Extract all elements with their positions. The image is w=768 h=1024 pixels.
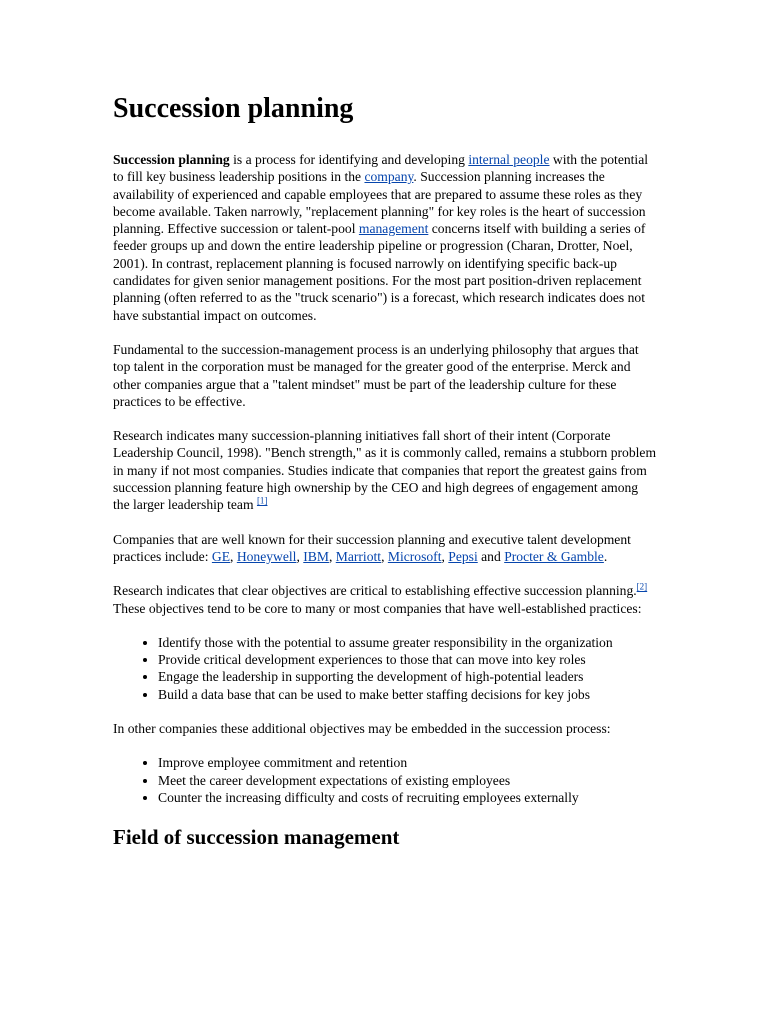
section-heading: Field of succession management [113,825,400,850]
link-microsoft[interactable]: Microsoft [387,548,442,564]
link-honeywell[interactable]: Honeywell [236,548,297,564]
list-item: • Improve employee commitment and retention [158,754,658,771]
intro-text-1: is a process for identifying and developing [229,152,469,167]
research-paragraph [113,427,658,513]
objectives-text-1: Research indicates that clear objectives are critical to establishing effective succession planning. [113,583,637,599]
research-text: Research indicates many succession-planning initiatives fall short of their intent (Corporate Leadership Council, 1998). "Bench strength," as it is commonly called, remains a stubborn problem in many if not most companies. Studies indicate that companies that report the greatest gains from succession planning feature high ownership by the CEO and high degrees of engagement among the larger leadership team [113,428,657,513]
link-marriott[interactable]: Marriott [335,548,382,564]
intro-paragraph [113,151,658,324]
intro-text-3: . Succession planning increases the availability of experienced and capable employees that are prepared to assume these roles as they become available. Taken narrowly, "replacement planning" for key roles is the heart of succession planning. Effective succession or talent-pool [113,169,646,237]
additional-objectives-paragraph: In other companies these additional objectives may be embedded in the succession process: [113,721,611,737]
companies-paragraph: Companies that are well known for their succession planning and executive talent development practices include: GE, Honeywell, IBM, Marriott, Microsoft, Pepsi and Procter & Gamble. [113,531,631,564]
objectives-text-2: These objectives tend to be core to many or most companies that have well-established practices: [113,600,642,616]
core-objectives-list [113,634,658,703]
link-ge[interactable]: GE [211,548,231,564]
list-item: • Provide critical development experiences to those that can move into key roles [158,651,658,668]
list-item: • Meet the career development expectations of existing employees [158,772,658,789]
intro-text-2: with the potential to fill key business leadership positions in the [113,152,649,185]
list-item: • Engage the leadership in supporting the development of high-potential leaders [158,668,658,685]
philosophy-paragraph: Fundamental to the succession-management process is an underlying philosophy that argues that top talent in the corporation must be managed for the greater good of the enterprise. Merck and other companies argue that a "talent mindset" must be part of the leadership culture for these practices to be effective. [113,341,639,409]
citation-link-2[interactable]: [2] [636,581,648,592]
and-text: and [477,548,505,564]
additional-objectives-list [113,754,658,806]
intro-text-4: concerns itself with building a series of feeder groups up and down the entire leadership pipeline or progression (Charan, Drotter, Noel, 2001). In contrast, replacement planning is focused narrowly on identifying specific back-up candidates for given senior management positions. For the most part position-driven replacement planning (often referred to as the "truck scenario") is a forecast, which research indicates does not have substantial impact on outcomes. [113,221,646,323]
link-ibm[interactable]: IBM [303,548,329,564]
link-procter-gamble[interactable]: Procter & Gamble [504,548,604,564]
link-management[interactable]: management [358,221,429,237]
citation-link-1[interactable]: [1] [256,495,268,506]
list-item: • Build a data base that can be used to make better staffing decisions for key jobs [158,686,658,703]
companies-intro: Companies that are well known for their succession planning and executive talent development practices include: [113,531,631,564]
link-internal-people[interactable]: internal people [468,152,550,167]
term-bold: Succession planning [113,152,230,167]
page-title: Succession planning [113,93,354,124]
article-body [113,88,658,851]
companies-end: . [603,548,608,564]
list-item: • Counter the increasing difficulty and costs of recruiting employees externally [158,789,658,806]
list-item: • Identify those with the potential to assume greater responsibility in the organization [158,634,658,651]
link-pepsi[interactable]: Pepsi [448,548,478,564]
objectives-paragraph [113,582,658,617]
link-company[interactable]: company [364,169,414,185]
